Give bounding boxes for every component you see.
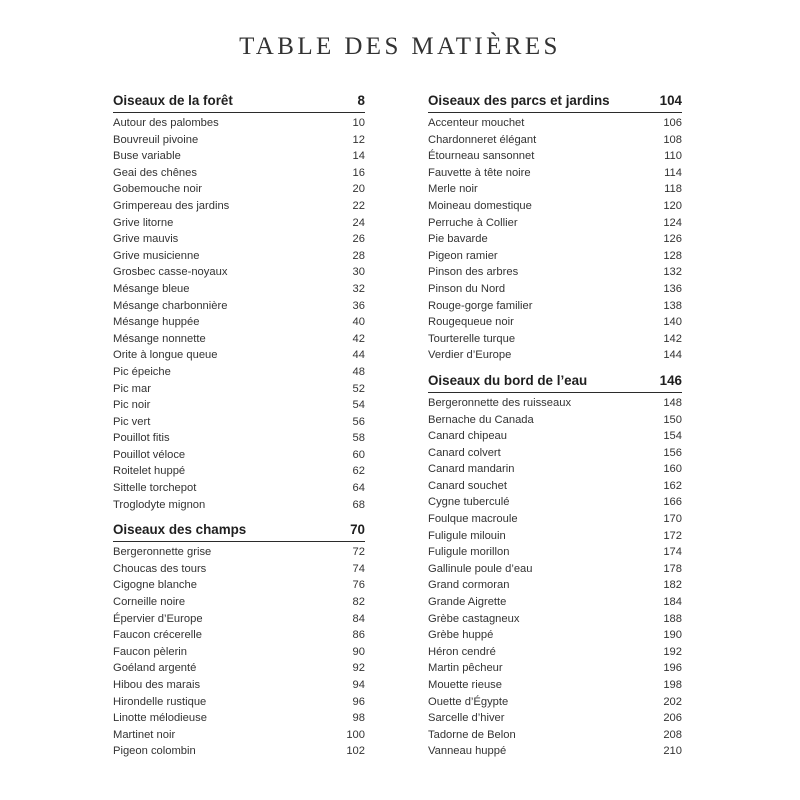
toc-entry[interactable] — [428, 165, 682, 182]
entry-name: Sarcelle d’hiver — [428, 712, 505, 725]
toc-entry[interactable] — [428, 412, 682, 429]
entry-page-number: 106 — [663, 117, 682, 129]
entry-page-number: 142 — [663, 332, 682, 345]
toc-entry[interactable] — [113, 314, 365, 331]
entry-page-number: 90 — [352, 645, 365, 658]
entry-page-number: 102 — [346, 745, 365, 758]
entry-name: Tourterelle turque — [428, 332, 516, 345]
entry-name: Mésange huppée — [113, 316, 200, 329]
entry-name: Fuligule milouin — [428, 529, 506, 542]
entry-page-number: 156 — [663, 446, 682, 459]
entry-name: Corneille noire — [113, 596, 186, 609]
toc-entry[interactable] — [113, 577, 365, 594]
toc-entry[interactable] — [113, 497, 365, 514]
entry-name: Pic noir — [113, 399, 151, 412]
entry-page-number: 86 — [352, 629, 365, 642]
entry-name: Hirondelle rustique — [113, 695, 207, 708]
toc-entry[interactable] — [113, 611, 365, 628]
entry-name: Troglodyte mignon — [113, 498, 206, 511]
entry-name: Accenteur mouchet — [428, 117, 525, 129]
entry-page-number: 100 — [346, 728, 365, 741]
toc-entry[interactable] — [428, 215, 682, 232]
entry-page-number: 48 — [352, 365, 365, 378]
toc-entry[interactable] — [113, 414, 365, 431]
toc-column-left — [113, 91, 365, 760]
entry-page-number: 190 — [663, 629, 682, 642]
entry-name: Grande Aigrette — [428, 596, 507, 609]
toc-entry[interactable] — [428, 694, 682, 711]
toc-entry[interactable] — [113, 165, 365, 182]
entry-page-number: 206 — [663, 712, 682, 725]
entry-page-number: 140 — [663, 316, 682, 329]
entry-page-number: 82 — [352, 596, 365, 609]
toc-entry[interactable] — [428, 528, 682, 545]
entry-page-number: 74 — [352, 562, 365, 575]
entry-name: Pouillot véloce — [113, 448, 186, 461]
section-heading[interactable] — [113, 91, 365, 113]
entry-name: Pinson du Nord — [428, 282, 506, 295]
entry-name: Pie bavarde — [428, 233, 488, 246]
toc-entry[interactable] — [113, 594, 365, 611]
entry-list — [113, 544, 365, 760]
toc-entry[interactable] — [113, 677, 365, 694]
entry-name: Cigogne blanche — [113, 579, 197, 592]
entry-page-number: 202 — [663, 695, 682, 708]
entry-page-number: 84 — [352, 612, 365, 625]
entry-name: Rouge-gorge familier — [428, 299, 533, 312]
entry-page-number: 148 — [663, 396, 682, 409]
entry-name: Grèbe huppé — [428, 629, 494, 642]
toc-entry[interactable] — [428, 281, 682, 298]
entry-page-number: 166 — [663, 496, 682, 509]
toc-entry[interactable] — [428, 264, 682, 281]
entry-page-number: 188 — [663, 612, 682, 625]
entry-name: Étourneau sansonnet — [428, 150, 535, 163]
entry-page-number: 154 — [663, 430, 682, 443]
entry-page-number: 98 — [352, 712, 365, 725]
toc-entry[interactable] — [113, 430, 365, 447]
entry-page-number: 172 — [663, 529, 682, 542]
entry-page-number: 54 — [352, 399, 365, 412]
entry-name: Sittelle torchepot — [113, 482, 197, 495]
entry-name: Martin pêcheur — [428, 662, 503, 675]
entry-name: Pic vert — [113, 415, 151, 428]
entry-name: Martinet noir — [113, 728, 176, 741]
toc-entry[interactable] — [428, 544, 682, 561]
entry-page-number: 184 — [663, 596, 682, 609]
entry-name: Canard mandarin — [428, 463, 515, 476]
toc-entry[interactable] — [113, 215, 365, 232]
entry-page-number: 128 — [663, 249, 682, 262]
toc-entry[interactable] — [428, 677, 682, 694]
entry-name: Mésange charbonnière — [113, 299, 228, 312]
entry-list — [428, 115, 682, 364]
entry-page-number: 170 — [663, 513, 682, 526]
toc-entry[interactable] — [113, 480, 365, 497]
entry-list — [428, 395, 682, 760]
entry-name: Héron cendré — [428, 645, 496, 658]
toc-entry[interactable] — [113, 181, 365, 198]
entry-name: Moineau domestique — [428, 199, 532, 212]
entry-page-number: 76 — [352, 579, 365, 592]
entry-name: Pigeon ramier — [428, 249, 498, 262]
entry-page-number: 120 — [663, 199, 682, 212]
entry-page-number: 174 — [663, 546, 682, 559]
toc-entry[interactable] — [113, 397, 365, 414]
toc-entry[interactable] — [428, 198, 682, 215]
toc-entry[interactable] — [113, 248, 365, 265]
entry-name: Canard colvert — [428, 446, 501, 459]
toc-entry[interactable] — [428, 478, 682, 495]
section-heading[interactable] — [113, 520, 365, 542]
entry-page-number: 72 — [352, 546, 365, 559]
toc-entry[interactable] — [428, 181, 682, 198]
toc-entry[interactable] — [428, 248, 682, 265]
section-title: Oiseaux des champs — [113, 522, 247, 538]
entry-name: Grand cormoran — [428, 579, 510, 592]
section-heading[interactable] — [428, 371, 682, 393]
section-title: Oiseaux de la forêt — [113, 93, 233, 108]
entry-name: Geai des chênes — [113, 166, 197, 179]
toc-entry[interactable] — [428, 511, 682, 528]
entry-page-number: 32 — [352, 282, 365, 295]
entry-page-number: 138 — [663, 299, 682, 312]
entry-page-number: 36 — [352, 299, 365, 312]
entry-name: Mésange nonnette — [113, 332, 206, 345]
toc-entry[interactable] — [428, 611, 682, 628]
entry-page-number: 40 — [352, 316, 365, 329]
entry-page-number: 198 — [663, 679, 682, 691]
toc-entry[interactable] — [428, 331, 682, 348]
toc-entry[interactable] — [113, 347, 365, 364]
toc-entry[interactable] — [113, 463, 365, 480]
toc-section — [428, 91, 682, 364]
entry-name: Mouette rieuse — [428, 679, 503, 691]
section-page-number: 8 — [357, 93, 365, 108]
toc-entry[interactable] — [113, 298, 365, 315]
toc-entry[interactable] — [113, 660, 365, 677]
entry-name: Canard chipeau — [428, 430, 507, 443]
toc-entry[interactable] — [428, 710, 682, 727]
toc-entry[interactable] — [113, 694, 365, 711]
entry-name: Gallinule poule d’eau — [428, 562, 533, 575]
entry-name: Pinson des arbres — [428, 266, 519, 279]
entry-page-number: 124 — [663, 216, 682, 229]
section-page-number: 146 — [659, 372, 682, 388]
entry-page-number: 132 — [663, 266, 682, 279]
entry-page-number: 56 — [352, 415, 365, 428]
entry-name: Pic mar — [113, 382, 151, 395]
toc-entry[interactable] — [428, 561, 682, 578]
toc-entry[interactable] — [113, 727, 365, 744]
entry-name: Bergeronnette grise — [113, 546, 212, 559]
entry-name: Grosbec casse-noyaux — [113, 266, 228, 279]
entry-page-number: 64 — [352, 482, 365, 495]
entry-name: Foulque macroule — [428, 513, 518, 526]
section-title: Oiseaux du bord de l’eau — [428, 372, 588, 388]
toc-entry[interactable] — [428, 644, 682, 661]
toc-entry[interactable] — [428, 347, 682, 364]
entry-name: Tadorne de Belon — [428, 728, 516, 741]
entry-page-number: 28 — [352, 249, 365, 262]
entry-page-number: 44 — [352, 349, 365, 362]
entry-page-number: 42 — [352, 332, 365, 345]
entry-page-number: 62 — [352, 465, 365, 478]
entry-name: Faucon crécerelle — [113, 629, 202, 642]
entry-name: Fuligule morillon — [428, 546, 510, 559]
toc-entry[interactable] — [113, 198, 365, 215]
entry-name: Hibou des marais — [113, 679, 201, 691]
toc-entry[interactable] — [113, 264, 365, 281]
entry-name: Bernache du Canada — [428, 413, 534, 426]
entry-page-number: 182 — [663, 579, 682, 592]
toc-entry[interactable] — [428, 577, 682, 594]
toc-entry[interactable] — [428, 314, 682, 331]
entry-page-number: 150 — [663, 413, 682, 426]
toc-entry[interactable] — [113, 364, 365, 381]
entry-name: Perruche à Collier — [428, 216, 518, 229]
toc-entry[interactable] — [113, 447, 365, 464]
entry-name: Cygne tuberculé — [428, 496, 510, 509]
entry-page-number: 92 — [352, 662, 365, 675]
entry-name: Goéland argenté — [113, 662, 197, 675]
toc-entry[interactable] — [428, 627, 682, 644]
toc-entry[interactable] — [113, 148, 365, 165]
toc-entry[interactable] — [113, 132, 365, 149]
entry-page-number: 60 — [352, 448, 365, 461]
toc-entry[interactable] — [113, 561, 365, 578]
entry-name: Grèbe castagneux — [428, 612, 520, 625]
toc-entry[interactable] — [428, 594, 682, 611]
entry-name: Choucas des tours — [113, 562, 207, 575]
toc-entry[interactable] — [428, 132, 682, 149]
entry-name: Pigeon colombin — [113, 745, 196, 758]
entry-name: Buse variable — [113, 150, 181, 163]
toc-entry[interactable] — [113, 627, 365, 644]
entry-page-number: 96 — [352, 695, 365, 708]
entry-page-number: 30 — [352, 266, 365, 279]
entry-name: Fauvette à tête noire — [428, 166, 531, 179]
entry-name: Faucon pèlerin — [113, 645, 188, 658]
entry-name: Mésange bleue — [113, 282, 190, 295]
toc-entry[interactable] — [113, 331, 365, 348]
entry-name: Épervier d’Europe — [113, 612, 203, 625]
entry-name: Rougequeue noir — [428, 316, 514, 329]
entry-page-number: 22 — [352, 199, 365, 212]
entry-page-number: 14 — [352, 150, 365, 163]
toc-entry[interactable] — [428, 660, 682, 677]
toc-section — [113, 520, 365, 760]
entry-name: Linotte mélodieuse — [113, 712, 207, 725]
entry-name: Vanneau huppé — [428, 745, 507, 758]
entry-name: Bouvreuil pivoine — [113, 133, 199, 146]
entry-name: Grive mauvis — [113, 233, 179, 246]
entry-page-number: 210 — [663, 745, 682, 758]
entry-name: Chardonneret élégant — [428, 133, 537, 146]
entry-list — [113, 115, 365, 513]
entry-page-number: 108 — [663, 133, 682, 146]
entry-page-number: 20 — [352, 183, 365, 196]
entry-name: Grive litorne — [113, 216, 174, 229]
toc-entry[interactable] — [428, 298, 682, 315]
entry-page-number: 136 — [663, 282, 682, 295]
entry-page-number: 26 — [352, 233, 365, 246]
toc-entry[interactable] — [428, 445, 682, 462]
section-page-number: 104 — [659, 93, 682, 108]
toc-entry[interactable] — [113, 644, 365, 661]
toc-entry[interactable] — [113, 381, 365, 398]
entry-page-number: 178 — [663, 562, 682, 575]
entry-page-number: 196 — [663, 662, 682, 675]
entry-name: Orite à longue queue — [113, 349, 218, 362]
entry-page-number: 24 — [352, 216, 365, 229]
entry-name: Roitelet huppé — [113, 465, 186, 478]
toc-entry[interactable] — [428, 231, 682, 248]
entry-page-number: 192 — [663, 645, 682, 658]
toc-section — [428, 371, 682, 760]
entry-name: Autour des palombes — [113, 117, 219, 129]
toc-entry[interactable] — [428, 395, 682, 412]
toc-entry[interactable] — [113, 115, 365, 132]
toc-entry[interactable] — [113, 544, 365, 561]
entry-page-number: 162 — [663, 479, 682, 492]
toc-entry[interactable] — [113, 281, 365, 298]
entry-page-number: 58 — [352, 432, 365, 445]
entry-page-number: 160 — [663, 463, 682, 476]
entry-name: Pouillot fitis — [113, 432, 170, 445]
section-title: Oiseaux des parcs et jardins — [428, 93, 610, 108]
toc-entry[interactable] — [428, 727, 682, 744]
entry-name: Pic épeiche — [113, 365, 171, 378]
entry-page-number: 12 — [352, 133, 365, 146]
entry-page-number: 114 — [664, 166, 682, 179]
entry-page-number: 16 — [352, 166, 365, 179]
toc-entry[interactable] — [428, 148, 682, 165]
toc-column-right — [428, 91, 682, 760]
entry-page-number: 52 — [352, 382, 365, 395]
entry-name: Gobemouche noir — [113, 183, 202, 196]
toc-entry[interactable] — [428, 461, 682, 478]
entry-page-number: 110 — [664, 150, 682, 163]
entry-name: Grimpereau des jardins — [113, 199, 230, 212]
entry-page-number: 126 — [663, 233, 682, 246]
entry-page-number: 10 — [352, 117, 365, 129]
toc-entry[interactable] — [113, 710, 365, 727]
entry-page-number: 94 — [352, 679, 365, 691]
entry-name: Ouette d’Égypte — [428, 695, 509, 708]
toc-entry[interactable] — [428, 494, 682, 511]
entry-name: Grive musicienne — [113, 249, 200, 262]
entry-page-number: 68 — [352, 498, 365, 511]
toc-section — [113, 91, 365, 513]
entry-page-number: 208 — [663, 728, 682, 741]
entry-name: Merle noir — [428, 183, 478, 196]
toc-entry[interactable] — [428, 428, 682, 445]
entry-page-number: 144 — [663, 349, 682, 362]
section-page-number: 70 — [350, 522, 365, 538]
page-title: TABLE DES MATIÈRES — [239, 33, 561, 60]
entry-name: Verdier d’Europe — [428, 349, 512, 362]
toc-entry[interactable] — [113, 231, 365, 248]
entry-page-number: 118 — [664, 183, 682, 196]
entry-name: Canard souchet — [428, 479, 507, 492]
toc-entry[interactable] — [113, 743, 365, 760]
entry-name: Bergeronnette des ruisseaux — [428, 396, 572, 409]
toc-entry[interactable] — [428, 743, 682, 760]
section-heading[interactable] — [428, 91, 682, 113]
toc-entry[interactable] — [428, 115, 682, 132]
